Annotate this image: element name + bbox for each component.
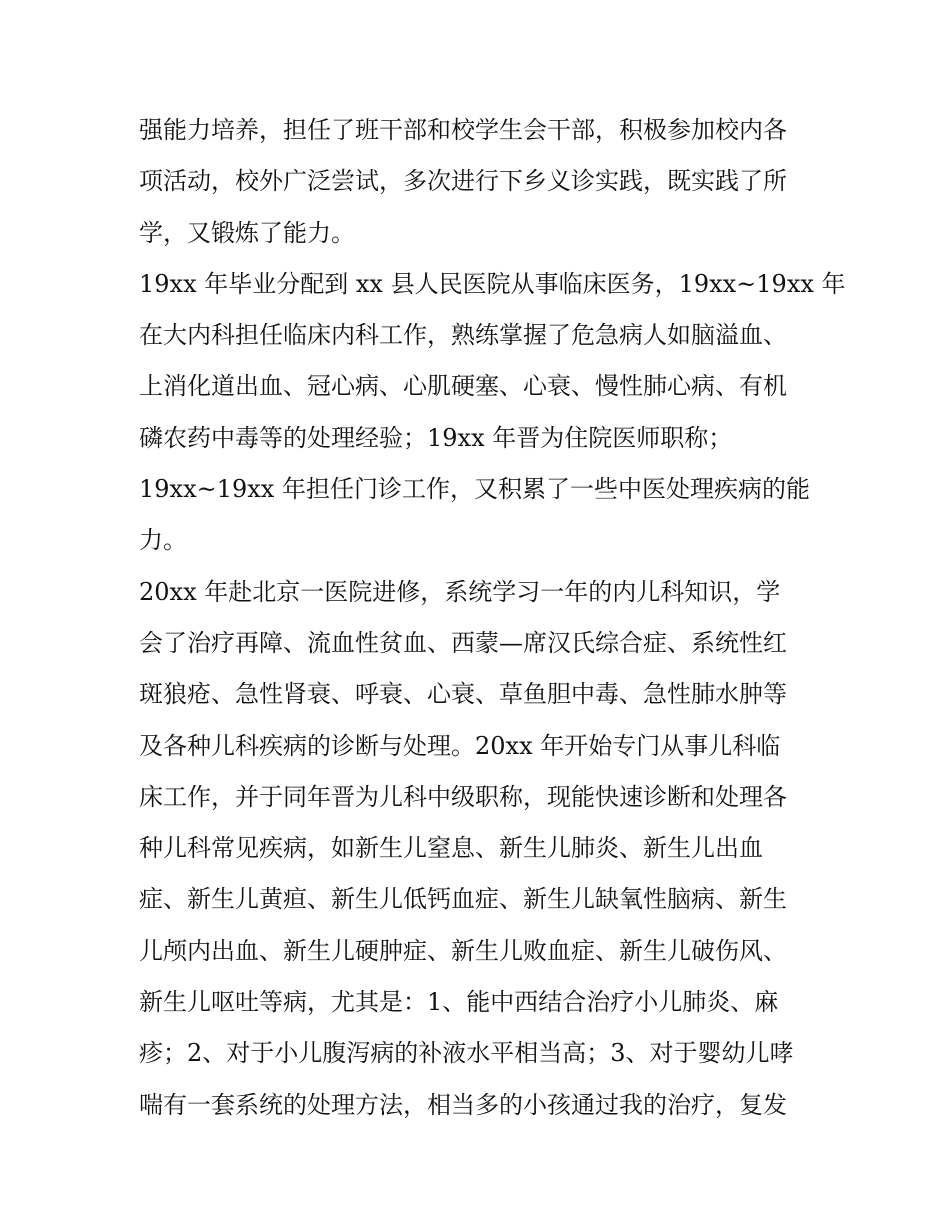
text-line-17: 儿颅内出血、新生儿硬肿症、新生儿败血症、新生儿破伤风、 bbox=[139, 936, 787, 965]
text-line-4: 19xx 年毕业分配到 xx 县人民医院从事临床医务，19xx~19xx 年 bbox=[139, 269, 846, 298]
text-line-1: 强能力培养，担任了班干部和校学生会干部，积极参加校内各 bbox=[139, 116, 787, 144]
body-text bbox=[139, 105, 846, 1131]
text-line-7: 磷农药中毒等的处理经验；19xx 年晋为住院医师职称； bbox=[139, 423, 733, 452]
text-line-3: 学，又锻炼了能力。 bbox=[139, 218, 355, 247]
text-line-12: 斑狼疮、急性肾衰、呼衰、心衰、草鱼胆中毒、急性肺水肿等 bbox=[139, 680, 787, 709]
text-line-15: 种儿科常见疾病，如新生儿窒息、新生儿肺炎、新生儿出血 bbox=[139, 834, 763, 863]
text-line-8: 19xx~19xx 年担任门诊工作，又积累了一些中医处理疾病的能 bbox=[139, 475, 810, 504]
text-line-19: 疹；2、对于小儿腹泻病的补液水平相当高；3、对于婴幼儿哮 bbox=[139, 1039, 794, 1068]
text-line-11: 会了治疗再障、流血性贫血、西蒙—席汉氏综合症、系统性红 bbox=[139, 628, 787, 657]
text-line-20: 喘有一套系统的处理方法，相当多的小孩通过我的治疗，复发 bbox=[139, 1090, 787, 1119]
text-line-13: 及各种儿科疾病的诊断与处理。20xx 年开始专门从事儿科临 bbox=[139, 731, 781, 760]
text-line-10: 20xx 年赴北京一医院进修，系统学习一年的内儿科知识，学 bbox=[139, 577, 781, 606]
text-line-9: 力。 bbox=[139, 526, 187, 555]
text-line-2: 项活动，校外广泛尝试，多次进行下乡义诊实践，既实践了所 bbox=[139, 167, 787, 196]
text-line-14: 床工作，并于同年晋为儿科中级职称，现能快速诊断和处理各 bbox=[139, 782, 787, 811]
text-line-5: 在大内科担任临床内科工作，熟练掌握了危急病人如脑溢血、 bbox=[139, 321, 787, 350]
text-line-6: 上消化道出血、冠心病、心肌硬塞、心衰、慢性肺心病、有机 bbox=[139, 372, 787, 401]
text-line-16: 症、新生儿黄疸、新生儿低钙血症、新生儿缺氧性脑病、新生 bbox=[139, 885, 787, 914]
text-line-18: 新生儿呕吐等病，尤其是：1、能中西结合治疗小儿肺炎、麻 bbox=[139, 988, 779, 1017]
